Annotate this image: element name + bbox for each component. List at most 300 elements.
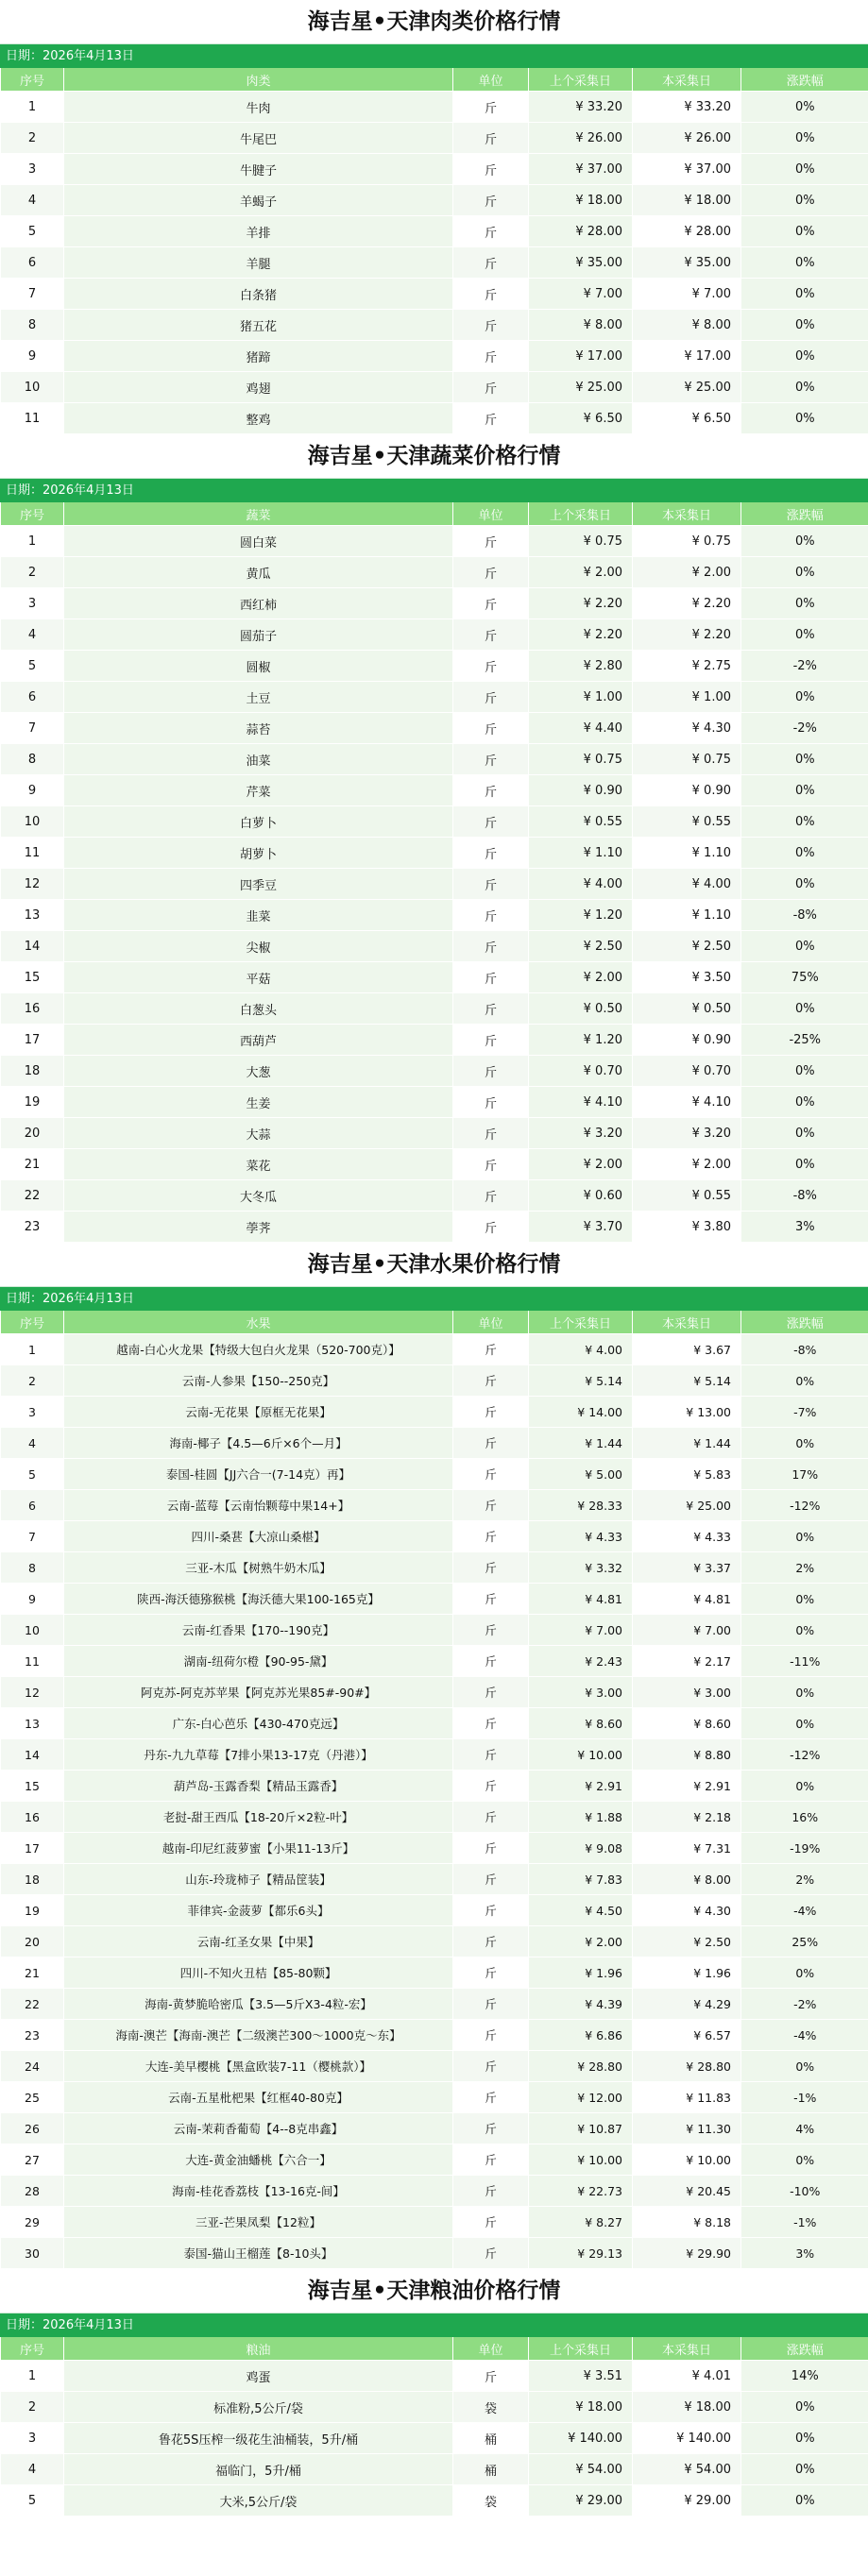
row-no: 10 <box>1 806 64 838</box>
prev-price: ¥ 1.20 <box>529 1025 633 1056</box>
prev-price: ¥ 1.00 <box>529 682 633 713</box>
curr-price: ¥ 11.30 <box>633 2113 741 2144</box>
change-pct: 0% <box>741 2485 868 2517</box>
change-pct: 0% <box>741 588 868 619</box>
prev-price: ¥ 0.55 <box>529 806 633 838</box>
table-header-row <box>1 1311 868 1334</box>
unit: 斤 <box>453 2207 529 2238</box>
row-no: 11 <box>1 1646 64 1677</box>
unit: 斤 <box>453 1584 529 1615</box>
change-pct: 0% <box>741 2144 868 2176</box>
row-no: 11 <box>1 838 64 869</box>
table-row <box>1 279 868 310</box>
row-no: 16 <box>1 993 64 1025</box>
table-row <box>1 185 868 216</box>
prev-price: ¥ 6.86 <box>529 2020 633 2051</box>
table-row <box>1 1397 868 1428</box>
curr-price: ¥ 37.00 <box>633 154 741 185</box>
item-name: 大蒜 <box>64 1118 453 1149</box>
header-no: 序号 <box>1 502 64 526</box>
row-no: 2 <box>1 123 64 154</box>
item-name: 四季豆 <box>64 869 453 900</box>
header-category: 水果 <box>64 1311 453 1334</box>
item-name: 云南-无花果【原框无花果】 <box>64 1397 453 1428</box>
table-row <box>1 775 868 806</box>
unit: 桶 <box>453 2423 529 2454</box>
item-name: 泰国-猫山王榴莲【8-10头】 <box>64 2238 453 2269</box>
curr-price: ¥ 7.31 <box>633 1833 741 1864</box>
curr-price: ¥ 35.00 <box>633 247 741 279</box>
row-no: 30 <box>1 2238 64 2269</box>
prev-price: ¥ 0.90 <box>529 775 633 806</box>
row-no: 12 <box>1 1677 64 1708</box>
row-no: 14 <box>1 1739 64 1771</box>
unit: 斤 <box>453 1833 529 1864</box>
prev-price: ¥ 3.20 <box>529 1118 633 1149</box>
prev-price: ¥ 4.50 <box>529 1895 633 1926</box>
prev-price: ¥ 28.33 <box>529 1490 633 1521</box>
row-no: 28 <box>1 2176 64 2207</box>
unit: 斤 <box>453 900 529 931</box>
row-no: 24 <box>1 2051 64 2082</box>
table-row <box>1 806 868 838</box>
unit: 斤 <box>453 216 529 247</box>
curr-price: ¥ 0.75 <box>633 744 741 775</box>
row-no: 1 <box>1 1334 64 1365</box>
header-curr-price: 本采集日 <box>633 502 741 526</box>
header-no: 序号 <box>1 68 64 92</box>
row-no: 2 <box>1 557 64 588</box>
row-no: 1 <box>1 2361 64 2392</box>
item-name: 云南-红香果【170--190克】 <box>64 1615 453 1646</box>
row-no: 18 <box>1 1864 64 1895</box>
curr-price: ¥ 25.00 <box>633 372 741 403</box>
item-name: 海南-桂花香荔枝【13-16克-间】 <box>64 2176 453 2207</box>
unit: 斤 <box>453 775 529 806</box>
change-pct: -4% <box>741 1895 868 1926</box>
row-no: 7 <box>1 279 64 310</box>
item-name: 西葫芦 <box>64 1025 453 1056</box>
prev-price: ¥ 3.70 <box>529 1212 633 1243</box>
item-name: 大连-黄金油蟠桃【六合一】 <box>64 2144 453 2176</box>
prev-price: ¥ 10.00 <box>529 2144 633 2176</box>
prev-price: ¥ 17.00 <box>529 341 633 372</box>
item-name: 标准粉,5公斤/袋 <box>64 2392 453 2423</box>
curr-price: ¥ 3.80 <box>633 1212 741 1243</box>
item-name: 山东-玲珑柿子【精品筐装】 <box>64 1864 453 1895</box>
item-name: 海南-澳芒【海南-澳芒【二级澳芒300～1000克～东】 <box>64 2020 453 2051</box>
change-pct: 3% <box>741 2238 868 2269</box>
table-row <box>1 1180 868 1212</box>
row-no: 23 <box>1 1212 64 1243</box>
table-row <box>1 931 868 962</box>
prev-price: ¥ 4.00 <box>529 1334 633 1365</box>
change-pct: 0% <box>741 526 868 557</box>
prev-price: ¥ 0.70 <box>529 1056 633 1087</box>
fruit-price-table <box>0 1311 868 2269</box>
prev-price: ¥ 2.80 <box>529 651 633 682</box>
curr-price: ¥ 13.00 <box>633 1397 741 1428</box>
unit: 袋 <box>453 2392 529 2423</box>
item-name: 广东-白心芭乐【430-470克远】 <box>64 1708 453 1739</box>
prev-price: ¥ 3.00 <box>529 1677 633 1708</box>
change-pct: 0% <box>741 92 868 123</box>
veg-price-table <box>0 502 868 1243</box>
header-category: 肉类 <box>64 68 453 92</box>
change-pct: 0% <box>741 216 868 247</box>
curr-price: ¥ 4.81 <box>633 1584 741 1615</box>
curr-price: ¥ 17.00 <box>633 341 741 372</box>
table-row <box>1 1212 868 1243</box>
curr-price: ¥ 0.90 <box>633 1025 741 1056</box>
veg-section <box>0 434 868 1243</box>
prev-price: ¥ 4.81 <box>529 1584 633 1615</box>
item-name: 海南-黄梦脆哈密瓜【3.5—5斤X3-4粒-宏】 <box>64 1989 453 2020</box>
row-no: 5 <box>1 651 64 682</box>
unit: 斤 <box>453 1739 529 1771</box>
change-pct: -10% <box>741 2176 868 2207</box>
unit: 斤 <box>453 1646 529 1677</box>
table-row <box>1 1895 868 1926</box>
row-no: 3 <box>1 154 64 185</box>
change-pct: 0% <box>741 1365 868 1397</box>
change-pct: 25% <box>741 1926 868 1957</box>
row-no: 9 <box>1 1584 64 1615</box>
change-pct: 0% <box>741 775 868 806</box>
unit: 斤 <box>453 1365 529 1397</box>
unit: 斤 <box>453 869 529 900</box>
fruit-section <box>0 1243 868 2269</box>
curr-price: ¥ 2.91 <box>633 1771 741 1802</box>
curr-price: ¥ 4.29 <box>633 1989 741 2020</box>
item-name: 整鸡 <box>64 403 453 434</box>
row-no: 13 <box>1 900 64 931</box>
unit: 斤 <box>453 993 529 1025</box>
change-pct: 3% <box>741 1212 868 1243</box>
row-no: 3 <box>1 2423 64 2454</box>
prev-price: ¥ 2.00 <box>529 962 633 993</box>
change-pct: 0% <box>741 1708 868 1739</box>
curr-price: ¥ 29.00 <box>633 2485 741 2517</box>
unit: 斤 <box>453 1397 529 1428</box>
item-name: 牛腱子 <box>64 154 453 185</box>
curr-price: ¥ 4.01 <box>633 2361 741 2392</box>
table-row <box>1 713 868 744</box>
unit: 斤 <box>453 557 529 588</box>
unit: 斤 <box>453 372 529 403</box>
table-row <box>1 838 868 869</box>
unit: 斤 <box>453 1989 529 2020</box>
meat-section <box>0 0 868 434</box>
item-name: 荸荠 <box>64 1212 453 1243</box>
item-name: 三亚-木瓜【树熟牛奶木瓜】 <box>64 1552 453 1584</box>
table-row <box>1 2207 868 2238</box>
item-name: 湖南-纽荷尔橙【90-95-黛】 <box>64 1646 453 1677</box>
prev-price: ¥ 8.00 <box>529 310 633 341</box>
change-pct: -1% <box>741 2082 868 2113</box>
curr-price: ¥ 28.80 <box>633 2051 741 2082</box>
table-row <box>1 1552 868 1584</box>
row-no: 21 <box>1 1957 64 1989</box>
row-no: 13 <box>1 1708 64 1739</box>
row-no: 10 <box>1 1615 64 1646</box>
item-name: 牛尾巴 <box>64 123 453 154</box>
change-pct: 0% <box>741 185 868 216</box>
change-pct: 0% <box>741 1771 868 1802</box>
prev-price: ¥ 0.60 <box>529 1180 633 1212</box>
unit: 斤 <box>453 1895 529 1926</box>
prev-price: ¥ 8.27 <box>529 2207 633 2238</box>
table-row <box>1 869 868 900</box>
prev-price: ¥ 35.00 <box>529 247 633 279</box>
item-name: 圆白菜 <box>64 526 453 557</box>
prev-price: ¥ 1.96 <box>529 1957 633 1989</box>
date-label: 日期：2026年4月13日 <box>0 43 868 68</box>
prev-price: ¥ 33.20 <box>529 92 633 123</box>
prev-price: ¥ 10.00 <box>529 1739 633 1771</box>
item-name: 泰国-桂圆【JJ六合一(7-14克）再】 <box>64 1459 453 1490</box>
change-pct: 0% <box>741 1149 868 1180</box>
prev-price: ¥ 2.50 <box>529 931 633 962</box>
curr-price: ¥ 4.00 <box>633 869 741 900</box>
row-no: 4 <box>1 185 64 216</box>
header-unit: 单位 <box>453 68 529 92</box>
unit: 斤 <box>453 1428 529 1459</box>
item-name: 阿克苏-阿克苏苹果【阿克苏光果85#-90#】 <box>64 1677 453 1708</box>
change-pct: -8% <box>741 1334 868 1365</box>
header-curr-price: 本采集日 <box>633 2337 741 2361</box>
row-no: 25 <box>1 2082 64 2113</box>
change-pct: -8% <box>741 1180 868 1212</box>
row-no: 14 <box>1 931 64 962</box>
change-pct: 0% <box>741 806 868 838</box>
table-row <box>1 1584 868 1615</box>
item-name: 越南-印尼红菠萝蜜【小果11-13斤】 <box>64 1833 453 1864</box>
item-name: 云南-茉莉香葡萄【4--8克串鑫】 <box>64 2113 453 2144</box>
curr-price: ¥ 2.18 <box>633 1802 741 1833</box>
change-pct: 75% <box>741 962 868 993</box>
unit: 斤 <box>453 1552 529 1584</box>
curr-price: ¥ 28.00 <box>633 216 741 247</box>
unit: 斤 <box>453 247 529 279</box>
prev-price: ¥ 4.33 <box>529 1521 633 1552</box>
item-name: 大米,5公斤/袋 <box>64 2485 453 2517</box>
prev-price: ¥ 22.73 <box>529 2176 633 2207</box>
curr-price: ¥ 0.90 <box>633 775 741 806</box>
change-pct: 2% <box>741 1864 868 1895</box>
row-no: 16 <box>1 1802 64 1833</box>
curr-price: ¥ 7.00 <box>633 279 741 310</box>
curr-price: ¥ 18.00 <box>633 2392 741 2423</box>
prev-price: ¥ 18.00 <box>529 2392 633 2423</box>
prev-price: ¥ 7.00 <box>529 279 633 310</box>
date-label: 日期：2026年4月13日 <box>0 478 868 502</box>
item-name: 圆椒 <box>64 651 453 682</box>
item-name: 鸡翅 <box>64 372 453 403</box>
change-pct: -7% <box>741 1397 868 1428</box>
change-pct: -1% <box>741 2207 868 2238</box>
unit: 斤 <box>453 2020 529 2051</box>
item-name: 大连-美早樱桃【黑盒欧装7-11（樱桃款）】 <box>64 2051 453 2082</box>
prev-price: ¥ 4.00 <box>529 869 633 900</box>
change-pct: 0% <box>741 1056 868 1087</box>
row-no: 8 <box>1 1552 64 1584</box>
unit: 斤 <box>453 1180 529 1212</box>
row-no: 3 <box>1 588 64 619</box>
table-row <box>1 2113 868 2144</box>
unit: 斤 <box>453 341 529 372</box>
curr-price: ¥ 2.75 <box>633 651 741 682</box>
curr-price: ¥ 20.45 <box>633 2176 741 2207</box>
curr-price: ¥ 25.00 <box>633 1490 741 1521</box>
table-row <box>1 2454 868 2485</box>
item-name: 油菜 <box>64 744 453 775</box>
prev-price: ¥ 10.87 <box>529 2113 633 2144</box>
change-pct: 0% <box>741 154 868 185</box>
curr-price: ¥ 54.00 <box>633 2454 741 2485</box>
table-row <box>1 310 868 341</box>
table-row <box>1 682 868 713</box>
curr-price: ¥ 8.00 <box>633 1864 741 1895</box>
date-label: 日期：2026年4月13日 <box>0 2313 868 2337</box>
header-prev-price: 上个采集日 <box>529 68 633 92</box>
curr-price: ¥ 0.70 <box>633 1056 741 1087</box>
item-name: 云南-五星枇杷果【红框40-80克】 <box>64 2082 453 2113</box>
unit: 斤 <box>453 526 529 557</box>
curr-price: ¥ 1.44 <box>633 1428 741 1459</box>
curr-price: ¥ 10.00 <box>633 2144 741 2176</box>
table-header-row <box>1 2337 868 2361</box>
change-pct: 0% <box>741 993 868 1025</box>
row-no: 5 <box>1 1459 64 1490</box>
change-pct: 0% <box>741 869 868 900</box>
change-pct: 0% <box>741 557 868 588</box>
curr-price: ¥ 4.30 <box>633 1895 741 1926</box>
change-pct: 0% <box>741 744 868 775</box>
curr-price: ¥ 18.00 <box>633 185 741 216</box>
unit: 斤 <box>453 1087 529 1118</box>
row-no: 9 <box>1 341 64 372</box>
item-name: 芹菜 <box>64 775 453 806</box>
header-no: 序号 <box>1 2337 64 2361</box>
curr-price: ¥ 2.20 <box>633 619 741 651</box>
row-no: 7 <box>1 713 64 744</box>
table-row <box>1 1118 868 1149</box>
table-row <box>1 2020 868 2051</box>
prev-price: ¥ 1.20 <box>529 900 633 931</box>
table-row <box>1 1957 868 1989</box>
change-pct: 0% <box>741 1584 868 1615</box>
curr-price: ¥ 0.55 <box>633 806 741 838</box>
prev-price: ¥ 2.20 <box>529 619 633 651</box>
change-pct: 16% <box>741 1802 868 1833</box>
curr-price: ¥ 1.10 <box>633 838 741 869</box>
curr-price: ¥ 3.20 <box>633 1118 741 1149</box>
unit: 斤 <box>453 682 529 713</box>
prev-price: ¥ 1.44 <box>529 1428 633 1459</box>
curr-price: ¥ 140.00 <box>633 2423 741 2454</box>
prev-price: ¥ 2.00 <box>529 1149 633 1180</box>
unit: 斤 <box>453 123 529 154</box>
row-no: 20 <box>1 1118 64 1149</box>
table-row <box>1 403 868 434</box>
table-row <box>1 1802 868 1833</box>
header-curr-price: 本采集日 <box>633 68 741 92</box>
header-no: 序号 <box>1 1311 64 1334</box>
table-header-row <box>1 502 868 526</box>
prev-price: ¥ 5.14 <box>529 1365 633 1397</box>
change-pct: 0% <box>741 2051 868 2082</box>
change-pct: 0% <box>741 247 868 279</box>
unit: 斤 <box>453 744 529 775</box>
table-row <box>1 1056 868 1087</box>
table-row <box>1 1149 868 1180</box>
item-name: 丹东-九九草莓【7排小果13-17克（丹港）】 <box>64 1739 453 1771</box>
curr-price: ¥ 5.83 <box>633 1459 741 1490</box>
table-row <box>1 1833 868 1864</box>
unit: 斤 <box>453 1334 529 1365</box>
prev-price: ¥ 2.00 <box>529 557 633 588</box>
row-no: 11 <box>1 403 64 434</box>
change-pct: 0% <box>741 1615 868 1646</box>
header-category: 粮油 <box>64 2337 453 2361</box>
unit: 斤 <box>453 651 529 682</box>
item-name: 羊腿 <box>64 247 453 279</box>
row-no: 21 <box>1 1149 64 1180</box>
change-pct: -8% <box>741 900 868 931</box>
row-no: 5 <box>1 2485 64 2517</box>
curr-price: ¥ 2.00 <box>633 557 741 588</box>
row-no: 26 <box>1 2113 64 2144</box>
row-no: 8 <box>1 310 64 341</box>
curr-price: ¥ 4.30 <box>633 713 741 744</box>
row-no: 6 <box>1 247 64 279</box>
prev-price: ¥ 25.00 <box>529 372 633 403</box>
unit: 斤 <box>453 619 529 651</box>
unit: 斤 <box>453 1459 529 1490</box>
header-unit: 单位 <box>453 1311 529 1334</box>
table-row <box>1 1428 868 1459</box>
prev-price: ¥ 29.00 <box>529 2485 633 2517</box>
table-row <box>1 651 868 682</box>
table-row <box>1 2238 868 2269</box>
row-no: 17 <box>1 1025 64 1056</box>
item-name: 四川-不知火丑桔【85-80颗】 <box>64 1957 453 1989</box>
header-prev-price: 上个采集日 <box>529 502 633 526</box>
curr-price: ¥ 2.50 <box>633 1926 741 1957</box>
row-no: 9 <box>1 775 64 806</box>
change-pct: 0% <box>741 1428 868 1459</box>
unit: 斤 <box>453 713 529 744</box>
row-no: 3 <box>1 1397 64 1428</box>
table-row <box>1 1521 868 1552</box>
change-pct: 0% <box>741 2454 868 2485</box>
date-label: 日期：2026年4月13日 <box>0 1286 868 1311</box>
item-name: 老挝-甜王西瓜【18-20斤×2粒-叶】 <box>64 1802 453 1833</box>
curr-price: ¥ 8.18 <box>633 2207 741 2238</box>
table-row <box>1 588 868 619</box>
table-row <box>1 341 868 372</box>
prev-price: ¥ 0.75 <box>529 526 633 557</box>
header-curr-price: 本采集日 <box>633 1311 741 1334</box>
prev-price: ¥ 54.00 <box>529 2454 633 2485</box>
change-pct: -19% <box>741 1833 868 1864</box>
item-name: 土豆 <box>64 682 453 713</box>
table-row <box>1 2082 868 2113</box>
unit: 斤 <box>453 1926 529 1957</box>
row-no: 2 <box>1 1365 64 1397</box>
item-name: 越南-白心火龙果【特级大包白火龙果（520-700克）】 <box>64 1334 453 1365</box>
